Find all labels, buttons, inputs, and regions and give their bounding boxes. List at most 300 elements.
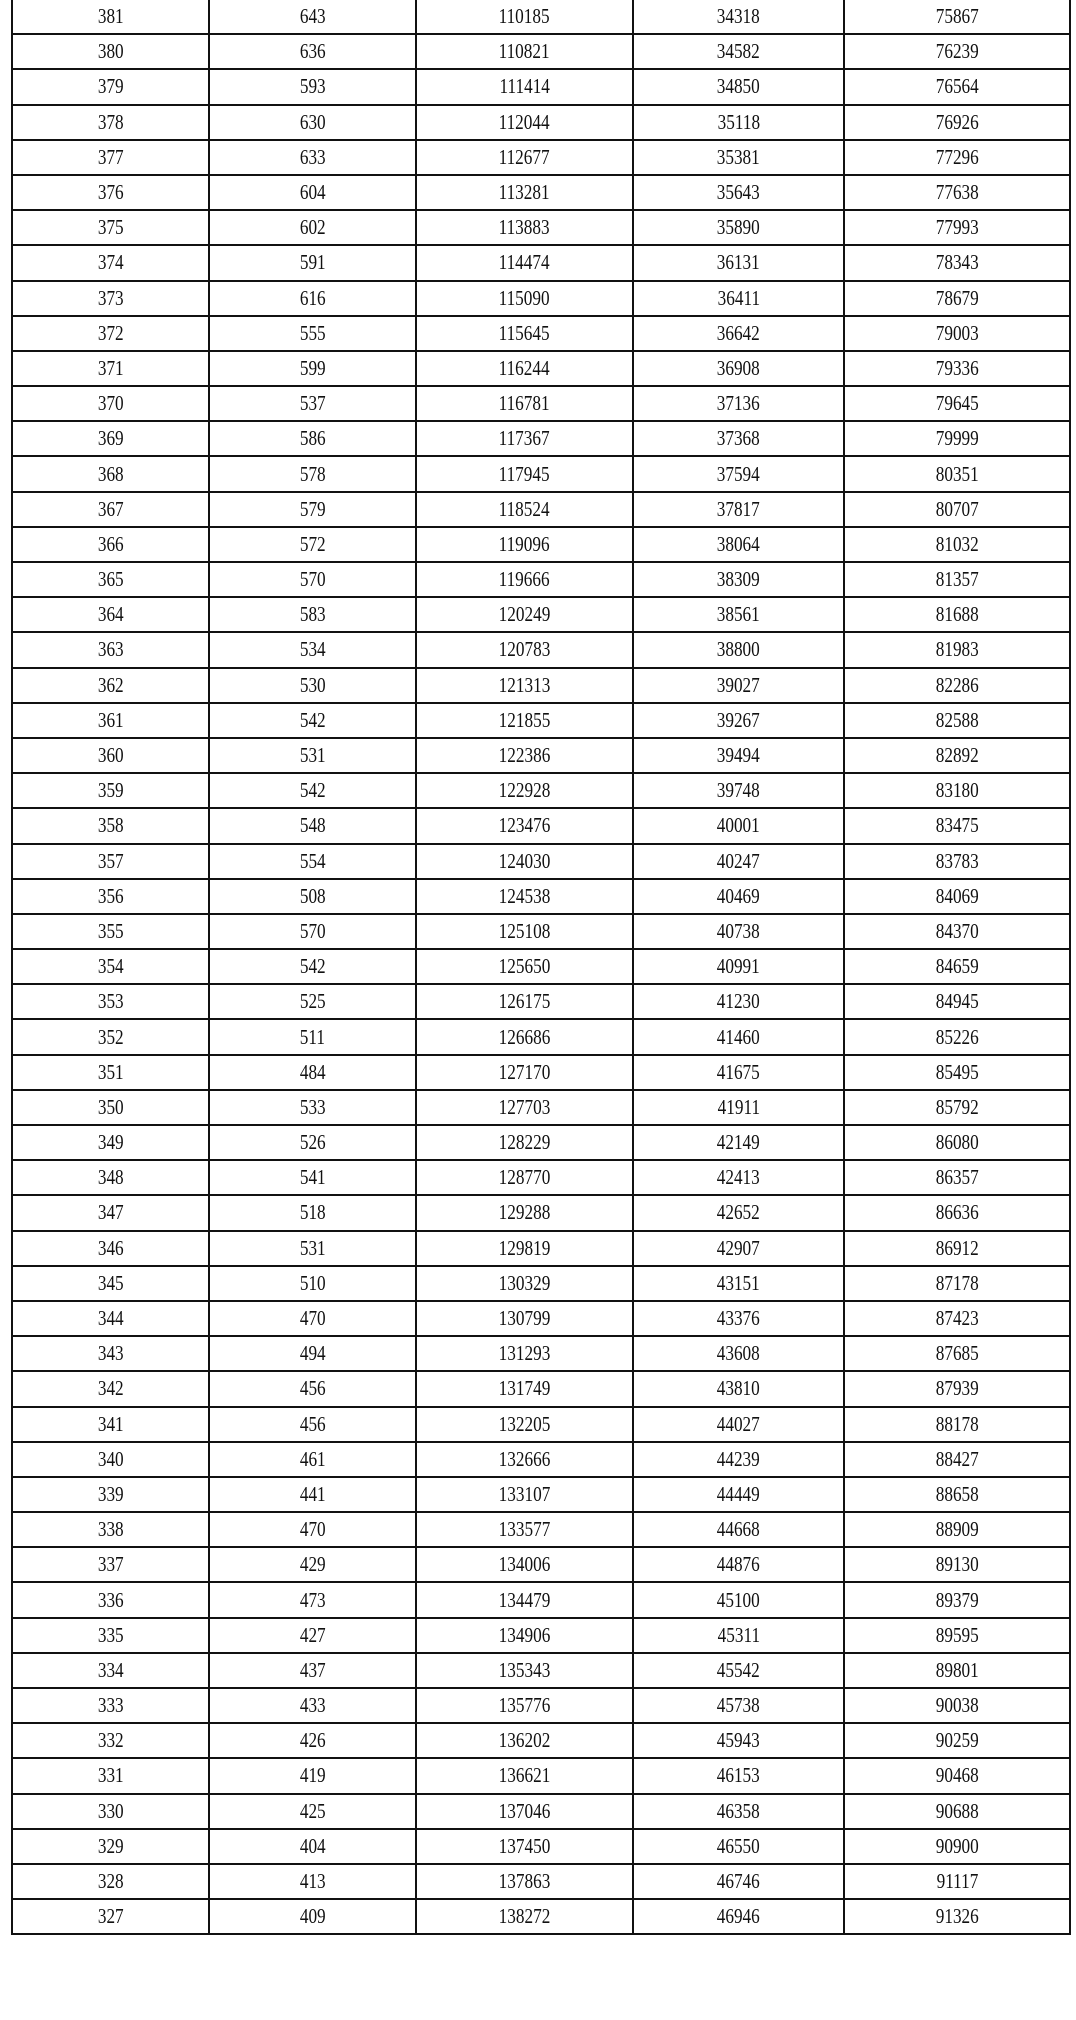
score-cell — [12, 1618, 209, 1653]
table-row — [12, 1160, 1070, 1195]
cumulative-col3-cell — [633, 703, 844, 738]
table-row — [12, 1582, 1070, 1617]
cell-value: 43151 — [716, 1270, 761, 1295]
cell-value: 86357 — [935, 1165, 979, 1190]
cumulative-col4-cell — [844, 597, 1070, 632]
cumulative-col3-cell — [633, 1231, 844, 1266]
cell-value: 39494 — [716, 743, 761, 768]
cell-value: 80707 — [935, 496, 979, 521]
cell-value: 128229 — [498, 1130, 551, 1155]
cumulative-col3-cell — [633, 808, 844, 843]
score-cell — [12, 879, 209, 914]
cell-value: 586 — [299, 426, 326, 451]
score-cell — [12, 1829, 209, 1864]
cell-value: 357 — [97, 848, 124, 873]
cumulative-col4-cell — [844, 562, 1070, 597]
cell-value: 331 — [97, 1763, 124, 1788]
cumulative-total-cell — [416, 738, 633, 773]
cumulative-col3-cell — [633, 1301, 844, 1336]
cumulative-col4-cell — [844, 281, 1070, 316]
score-cell — [12, 1336, 209, 1371]
score-cell — [12, 1899, 209, 1934]
count-cell — [209, 1231, 416, 1266]
cumulative-col3-cell — [633, 1371, 844, 1406]
cell-value: 84370 — [935, 918, 979, 943]
cell-value: 45311 — [717, 1622, 760, 1647]
count-cell — [209, 632, 416, 667]
score-cell — [12, 914, 209, 949]
table-row — [12, 421, 1070, 456]
cell-value: 41230 — [716, 989, 761, 1014]
cell-value: 86912 — [935, 1235, 979, 1260]
count-cell — [209, 844, 416, 879]
cell-value: 116244 — [498, 355, 551, 380]
cell-value: 129819 — [498, 1235, 551, 1260]
cumulative-col4-cell — [844, 1195, 1070, 1230]
cumulative-col3-cell — [633, 632, 844, 667]
score-cell — [12, 1864, 209, 1899]
cell-value: 79645 — [935, 391, 979, 416]
cell-value: 136202 — [498, 1728, 551, 1753]
cumulative-col4-cell — [844, 351, 1070, 386]
cumulative-col4-cell — [844, 1125, 1070, 1160]
cell-value: 132666 — [498, 1446, 551, 1471]
cumulative-total-cell — [416, 1266, 633, 1301]
table-row — [12, 34, 1070, 69]
cumulative-total-cell — [416, 984, 633, 1019]
table-row — [12, 1407, 1070, 1442]
cell-value: 124030 — [498, 848, 551, 873]
count-cell — [209, 738, 416, 773]
table-row — [12, 0, 1070, 34]
cell-value: 42413 — [716, 1165, 761, 1190]
cell-value: 127703 — [498, 1094, 551, 1119]
score-cell — [12, 1758, 209, 1793]
cumulative-col4-cell — [844, 527, 1070, 562]
cell-value: 38561 — [716, 602, 761, 627]
cumulative-col3-cell — [633, 1195, 844, 1230]
count-cell — [209, 1512, 416, 1547]
table-row — [12, 1055, 1070, 1090]
cumulative-total-cell — [416, 1125, 633, 1160]
table-row — [12, 386, 1070, 421]
cell-value: 122928 — [498, 778, 551, 803]
cell-value: 579 — [299, 496, 326, 521]
cell-value: 371 — [97, 355, 124, 380]
cell-value: 437 — [299, 1657, 326, 1682]
cell-value: 88178 — [935, 1411, 979, 1436]
cumulative-col4-cell — [844, 844, 1070, 879]
cell-value: 377 — [97, 144, 124, 169]
cell-value: 364 — [97, 602, 124, 627]
cumulative-total-cell — [416, 456, 633, 491]
cell-value: 44449 — [716, 1481, 761, 1506]
table-row — [12, 1442, 1070, 1477]
cumulative-col4-cell — [844, 1723, 1070, 1758]
cell-value: 87685 — [935, 1341, 979, 1366]
cell-value: 374 — [97, 250, 124, 275]
count-cell — [209, 245, 416, 280]
cumulative-col4-cell — [844, 1512, 1070, 1547]
cell-value: 602 — [299, 215, 326, 240]
cell-value: 526 — [299, 1130, 326, 1155]
count-cell — [209, 703, 416, 738]
cumulative-col3-cell — [633, 140, 844, 175]
cell-value: 40247 — [716, 848, 761, 873]
cumulative-col3-cell — [633, 34, 844, 69]
cell-value: 82892 — [935, 743, 979, 768]
table-row — [12, 562, 1070, 597]
score-cell — [12, 175, 209, 210]
cell-value: 344 — [97, 1306, 124, 1331]
count-cell — [209, 1582, 416, 1617]
cumulative-total-cell — [416, 316, 633, 351]
cell-value: 134906 — [498, 1622, 551, 1647]
cell-value: 90468 — [935, 1763, 979, 1788]
score-cell — [12, 1160, 209, 1195]
cell-value: 356 — [97, 883, 124, 908]
cell-value: 409 — [299, 1904, 326, 1929]
cumulative-col4-cell — [844, 1371, 1070, 1406]
cumulative-col3-cell — [633, 1336, 844, 1371]
count-cell — [209, 1899, 416, 1934]
cell-value: 125108 — [498, 918, 551, 943]
cell-value: 338 — [97, 1517, 124, 1542]
table-row — [12, 351, 1070, 386]
cell-value: 78679 — [935, 285, 979, 310]
count-cell — [209, 1019, 416, 1054]
cell-value: 44239 — [716, 1446, 761, 1471]
cell-value: 40738 — [716, 918, 761, 943]
cell-value: 46746 — [716, 1869, 761, 1894]
count-cell — [209, 316, 416, 351]
cumulative-total-cell — [416, 914, 633, 949]
cumulative-col4-cell — [844, 1336, 1070, 1371]
cell-value: 345 — [97, 1270, 124, 1295]
cell-value: 75867 — [935, 4, 979, 29]
cell-value: 484 — [299, 1059, 326, 1084]
table-row — [12, 1477, 1070, 1512]
cumulative-total-cell — [416, 1723, 633, 1758]
count-cell — [209, 1125, 416, 1160]
cumulative-col3-cell — [633, 1618, 844, 1653]
cell-value: 328 — [97, 1869, 124, 1894]
cell-value: 360 — [97, 743, 124, 768]
cumulative-total-cell — [416, 632, 633, 667]
score-cell — [12, 1582, 209, 1617]
cumulative-col3-cell — [633, 281, 844, 316]
count-cell — [209, 1653, 416, 1688]
table-row — [12, 210, 1070, 245]
score-cell — [12, 1090, 209, 1125]
score-cell — [12, 1723, 209, 1758]
cumulative-col3-cell — [633, 1407, 844, 1442]
count-cell — [209, 1688, 416, 1723]
cell-value: 41675 — [716, 1059, 761, 1084]
table-row — [12, 914, 1070, 949]
cumulative-col3-cell — [633, 773, 844, 808]
cell-value: 555 — [299, 320, 326, 345]
cumulative-col3-cell — [633, 738, 844, 773]
cell-value: 121313 — [498, 672, 551, 697]
cell-value: 329 — [97, 1833, 124, 1858]
cell-value: 375 — [97, 215, 124, 240]
table-body — [12, 0, 1070, 1934]
cell-value: 76564 — [935, 74, 979, 99]
score-distribution-table-container — [11, 0, 1069, 1935]
cell-value: 138272 — [498, 1904, 551, 1929]
cell-value: 404 — [299, 1833, 326, 1858]
cell-value: 370 — [97, 391, 124, 416]
count-cell — [209, 1371, 416, 1406]
cumulative-total-cell — [416, 1829, 633, 1864]
count-cell — [209, 527, 416, 562]
cell-value: 120783 — [498, 637, 551, 662]
table-row — [12, 773, 1070, 808]
cumulative-total-cell — [416, 34, 633, 69]
cell-value: 38800 — [716, 637, 761, 662]
score-cell — [12, 0, 209, 34]
cell-value: 90259 — [935, 1728, 979, 1753]
cell-value: 115090 — [498, 285, 551, 310]
score-cell — [12, 597, 209, 632]
cell-value: 89595 — [935, 1622, 979, 1647]
cumulative-col3-cell — [633, 914, 844, 949]
count-cell — [209, 1794, 416, 1829]
cumulative-col4-cell — [844, 1547, 1070, 1582]
cumulative-col4-cell — [844, 421, 1070, 456]
cumulative-total-cell — [416, 527, 633, 562]
cell-value: 42652 — [716, 1200, 761, 1225]
cell-value: 461 — [299, 1446, 326, 1471]
cumulative-col4-cell — [844, 1442, 1070, 1477]
cell-value: 367 — [97, 496, 124, 521]
score-cell — [12, 1231, 209, 1266]
cumulative-col4-cell — [844, 492, 1070, 527]
cell-value: 42149 — [716, 1130, 761, 1155]
count-cell — [209, 69, 416, 104]
cell-value: 87939 — [935, 1376, 979, 1401]
cumulative-total-cell — [416, 1618, 633, 1653]
cumulative-col3-cell — [633, 1794, 844, 1829]
cell-value: 365 — [97, 567, 124, 592]
cell-value: 636 — [299, 39, 326, 64]
table-row — [12, 1618, 1070, 1653]
cumulative-total-cell — [416, 1442, 633, 1477]
score-cell — [12, 738, 209, 773]
cumulative-col4-cell — [844, 1055, 1070, 1090]
cell-value: 366 — [97, 531, 124, 556]
cumulative-col4-cell — [844, 773, 1070, 808]
cell-value: 343 — [97, 1341, 124, 1366]
cumulative-col4-cell — [844, 1829, 1070, 1864]
cell-value: 37136 — [716, 391, 761, 416]
cell-value: 85495 — [935, 1059, 979, 1084]
cumulative-total-cell — [416, 351, 633, 386]
cumulative-col4-cell — [844, 1231, 1070, 1266]
cumulative-col3-cell — [633, 1125, 844, 1160]
cumulative-col4-cell — [844, 949, 1070, 984]
table-row — [12, 949, 1070, 984]
cell-value: 110821 — [498, 39, 551, 64]
cumulative-total-cell — [416, 1758, 633, 1793]
cumulative-col4-cell — [844, 703, 1070, 738]
cell-value: 132205 — [498, 1411, 551, 1436]
cumulative-col3-cell — [633, 597, 844, 632]
count-cell — [209, 34, 416, 69]
cell-value: 363 — [97, 637, 124, 662]
cell-value: 426 — [299, 1728, 326, 1753]
table-row — [12, 140, 1070, 175]
cell-value: 82588 — [935, 707, 979, 732]
cumulative-col3-cell — [633, 1512, 844, 1547]
score-cell — [12, 281, 209, 316]
count-cell — [209, 949, 416, 984]
cell-value: 339 — [97, 1481, 124, 1506]
cumulative-total-cell — [416, 1371, 633, 1406]
cell-value: 456 — [299, 1411, 326, 1436]
count-cell — [209, 1758, 416, 1793]
cell-value: 35381 — [716, 144, 761, 169]
score-cell — [12, 492, 209, 527]
score-cell — [12, 69, 209, 104]
cell-value: 583 — [299, 602, 326, 627]
cumulative-col4-cell — [844, 632, 1070, 667]
table-row — [12, 1336, 1070, 1371]
cumulative-col3-cell — [633, 1547, 844, 1582]
cumulative-col3-cell — [633, 984, 844, 1019]
cell-value: 456 — [299, 1376, 326, 1401]
cumulative-total-cell — [416, 105, 633, 140]
cell-value: 125650 — [498, 954, 551, 979]
cell-value: 46946 — [716, 1904, 761, 1929]
cumulative-col3-cell — [633, 1090, 844, 1125]
cumulative-total-cell — [416, 210, 633, 245]
cell-value: 330 — [97, 1798, 124, 1823]
cell-value: 413 — [299, 1869, 326, 1894]
cell-value: 373 — [97, 285, 124, 310]
cell-value: 91117 — [936, 1869, 978, 1894]
cell-value: 41460 — [716, 1024, 761, 1049]
cell-value: 119096 — [498, 531, 551, 556]
cell-value: 340 — [97, 1446, 124, 1471]
cell-value: 84069 — [935, 883, 979, 908]
cell-value: 599 — [299, 355, 326, 380]
cell-value: 127170 — [498, 1059, 551, 1084]
cumulative-col4-cell — [844, 1090, 1070, 1125]
cumulative-col3-cell — [633, 1019, 844, 1054]
cell-value: 518 — [299, 1200, 326, 1225]
cell-value: 79336 — [935, 355, 979, 380]
cumulative-total-cell — [416, 386, 633, 421]
cell-value: 84659 — [935, 954, 979, 979]
cell-value: 45542 — [716, 1657, 761, 1682]
cumulative-col4-cell — [844, 456, 1070, 491]
count-cell — [209, 1195, 416, 1230]
cumulative-total-cell — [416, 1794, 633, 1829]
cumulative-col4-cell — [844, 808, 1070, 843]
cell-value: 86080 — [935, 1130, 979, 1155]
score-cell — [12, 1653, 209, 1688]
cell-value: 419 — [299, 1763, 326, 1788]
cumulative-col4-cell — [844, 1688, 1070, 1723]
cell-value: 45738 — [716, 1693, 761, 1718]
score-cell — [12, 1442, 209, 1477]
cumulative-total-cell — [416, 949, 633, 984]
score-distribution-table — [11, 0, 1071, 1935]
cell-value: 90900 — [935, 1833, 979, 1858]
cell-value: 42907 — [716, 1235, 761, 1260]
cell-value: 131293 — [498, 1341, 551, 1366]
cell-value: 77638 — [935, 180, 979, 205]
cell-value: 44876 — [716, 1552, 761, 1577]
cell-value: 38064 — [716, 531, 761, 556]
cell-value: 126175 — [498, 989, 551, 1014]
cell-value: 362 — [97, 672, 124, 697]
cell-value: 342 — [97, 1376, 124, 1401]
cumulative-col4-cell — [844, 1407, 1070, 1442]
count-cell — [209, 1336, 416, 1371]
cumulative-total-cell — [416, 1090, 633, 1125]
score-cell — [12, 140, 209, 175]
cell-value: 593 — [299, 74, 326, 99]
cell-value: 441 — [299, 1481, 326, 1506]
cell-value: 112044 — [498, 109, 551, 134]
cell-value: 473 — [299, 1587, 326, 1612]
score-cell — [12, 1301, 209, 1336]
cell-value: 136621 — [498, 1763, 551, 1788]
cumulative-col3-cell — [633, 1864, 844, 1899]
cumulative-col3-cell — [633, 1055, 844, 1090]
table-row — [12, 738, 1070, 773]
cell-value: 135343 — [498, 1657, 551, 1682]
cumulative-col4-cell — [844, 1477, 1070, 1512]
cell-value: 34318 — [716, 4, 761, 29]
cell-value: 616 — [299, 285, 326, 310]
cell-value: 87423 — [935, 1306, 979, 1331]
cell-value: 114474 — [498, 250, 551, 275]
cell-value: 39027 — [716, 672, 761, 697]
count-cell — [209, 105, 416, 140]
cell-value: 89379 — [935, 1587, 979, 1612]
cell-value: 361 — [97, 707, 124, 732]
cumulative-col4-cell — [844, 1301, 1070, 1336]
cell-value: 40991 — [716, 954, 761, 979]
score-cell — [12, 527, 209, 562]
count-cell — [209, 984, 416, 1019]
cumulative-total-cell — [416, 140, 633, 175]
cell-value: 124538 — [498, 883, 551, 908]
cell-value: 534 — [299, 637, 326, 662]
cumulative-col4-cell — [844, 1019, 1070, 1054]
score-cell — [12, 34, 209, 69]
cumulative-total-cell — [416, 1231, 633, 1266]
count-cell — [209, 492, 416, 527]
cell-value: 36411 — [717, 285, 760, 310]
count-cell — [209, 1829, 416, 1864]
cumulative-total-cell — [416, 281, 633, 316]
table-row — [12, 1864, 1070, 1899]
score-cell — [12, 1195, 209, 1230]
cumulative-col3-cell — [633, 1477, 844, 1512]
cell-value: 35118 — [717, 109, 760, 134]
cumulative-total-cell — [416, 844, 633, 879]
table-row — [12, 492, 1070, 527]
score-cell — [12, 808, 209, 843]
count-cell — [209, 597, 416, 632]
cumulative-col4-cell — [844, 245, 1070, 280]
cumulative-total-cell — [416, 879, 633, 914]
